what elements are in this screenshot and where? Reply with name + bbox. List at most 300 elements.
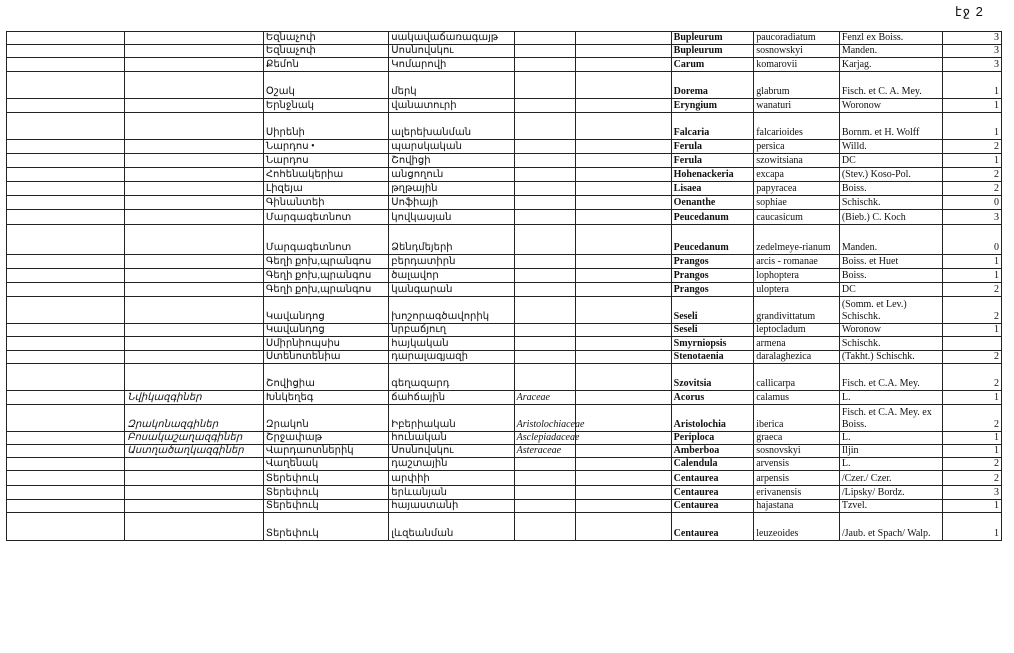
category-cell: 1 (942, 99, 1001, 113)
family-latin-cell (514, 168, 575, 182)
author-cell: /Jaub. et Spach/ Walp. (839, 513, 942, 541)
species-armenian-cell: արփիի (389, 471, 514, 486)
genus-armenian-cell: Գեղի քոխ,պրանգոս (263, 269, 388, 283)
author-cell: Boiss. et Huet (839, 255, 942, 269)
author-cell: Manden. (839, 225, 942, 255)
table-row (7, 72, 1002, 99)
blank-cell (575, 351, 671, 364)
genus-armenian-cell: Խնկեղեգ (263, 391, 388, 405)
genus-latin-cell: Szovitsia (671, 364, 754, 391)
family-latin-cell (514, 351, 575, 364)
genus-armenian-cell: Հոհենակերիա (263, 168, 388, 182)
genus-armenian-cell: Գեղի քոխ,պրանգոս (263, 283, 388, 297)
author-cell: Bornm. et H. Wolff (839, 113, 942, 140)
table-row (7, 210, 1002, 225)
family-armenian-cell (125, 154, 264, 168)
order-cell (7, 324, 125, 337)
blank-cell (575, 486, 671, 500)
genus-armenian-cell: Վաղենակ (263, 458, 388, 471)
family-latin-cell: Aristolochiaceae (514, 405, 575, 432)
category-cell: 0 (942, 196, 1001, 210)
genus-armenian-cell: Տերեփուկ (263, 513, 388, 541)
species-latin-cell: arpensis (754, 471, 840, 486)
species-latin-cell: excapa (754, 168, 840, 182)
order-cell (7, 255, 125, 269)
family-latin-cell (514, 113, 575, 140)
genus-latin-cell: Prangos (671, 269, 754, 283)
blank-cell (575, 269, 671, 283)
genus-armenian-cell: Շրջափաթ (263, 432, 388, 445)
species-latin-cell: paucoradiatum (754, 32, 840, 45)
genus-latin-cell: Amberboa (671, 445, 754, 458)
genus-latin-cell: Centaurea (671, 471, 754, 486)
table-row (7, 113, 1002, 140)
family-latin-cell (514, 210, 575, 225)
table-row (7, 255, 1002, 269)
species-latin-cell: caucasicum (754, 210, 840, 225)
family-armenian-cell (125, 210, 264, 225)
family-latin-cell (514, 458, 575, 471)
genus-latin-cell: Stenotaenia (671, 351, 754, 364)
species-armenian-cell: Ձենդմեյերի (389, 225, 514, 255)
species-armenian-cell: նրբաճյուղ (389, 324, 514, 337)
author-cell: (Takht.) Schischk. (839, 351, 942, 364)
blank-cell (575, 500, 671, 513)
species-latin-cell: daralaghezica (754, 351, 840, 364)
genus-armenian-cell: Երնջնակ (263, 99, 388, 113)
author-cell: Boiss. (839, 269, 942, 283)
family-latin-cell (514, 99, 575, 113)
order-cell (7, 391, 125, 405)
genus-armenian-cell: Լիզեյա (263, 182, 388, 196)
genus-latin-cell: Aristolochia (671, 405, 754, 432)
species-armenian-cell: խոշորագծավորիկ (389, 297, 514, 324)
family-armenian-cell (125, 182, 264, 196)
species-latin-cell: zedelmeye-rianum (754, 225, 840, 255)
genus-latin-cell: Lisaea (671, 182, 754, 196)
author-cell: Fisch. et C. A. Mey. (839, 72, 942, 99)
blank-cell (575, 283, 671, 297)
species-latin-cell: szowitsiana (754, 154, 840, 168)
author-cell: Willd. (839, 140, 942, 154)
order-cell (7, 196, 125, 210)
category-cell: 1 (942, 513, 1001, 541)
order-cell (7, 337, 125, 351)
genus-latin-cell: Oenanthe (671, 196, 754, 210)
family-armenian-cell (125, 99, 264, 113)
family-latin-cell (514, 324, 575, 337)
author-cell: Woronow (839, 99, 942, 113)
category-cell: 2 (942, 471, 1001, 486)
family-latin-cell (514, 72, 575, 99)
table-row (7, 297, 1002, 324)
author-cell: /Lipsky/ Bordz. (839, 486, 942, 500)
genus-armenian-cell: Եզնաչոփ (263, 32, 388, 45)
table-row (7, 324, 1002, 337)
author-cell: Fisch. et C.A. Mey. (839, 364, 942, 391)
genus-armenian-cell: Կավանդոց (263, 324, 388, 337)
table-row (7, 182, 1002, 196)
species-armenian-cell: կանգարան (389, 283, 514, 297)
table-row (7, 432, 1002, 445)
genus-armenian-cell: Կավանդոց (263, 297, 388, 324)
genus-latin-cell: Peucedanum (671, 210, 754, 225)
table-body (7, 32, 1002, 541)
category-cell: 2 (942, 297, 1001, 324)
genus-latin-cell: Calendula (671, 458, 754, 471)
genus-armenian-cell: Վարդաոտներիկ (263, 445, 388, 458)
category-cell: 0 (942, 225, 1001, 255)
author-cell: Tzvel. (839, 500, 942, 513)
family-armenian-cell (125, 168, 264, 182)
family-armenian-cell: Բոսակաշաղազգիներ (125, 432, 264, 445)
order-cell (7, 458, 125, 471)
family-armenian-cell: Զրակոնազգիներ (125, 405, 264, 432)
order-cell (7, 210, 125, 225)
family-latin-cell (514, 269, 575, 283)
blank-cell (575, 99, 671, 113)
author-cell: Fenzl ex Boiss. (839, 32, 942, 45)
genus-latin-cell: Seseli (671, 324, 754, 337)
category-cell: 1 (942, 113, 1001, 140)
category-cell: 2 (942, 351, 1001, 364)
blank-cell (575, 58, 671, 72)
category-cell: 2 (942, 182, 1001, 196)
species-armenian-cell: դաշտային (389, 458, 514, 471)
family-latin-cell (514, 337, 575, 351)
genus-latin-cell: Prangos (671, 255, 754, 269)
family-armenian-cell (125, 269, 264, 283)
species-armenian-cell: ալերեխանման (389, 113, 514, 140)
species-latin-cell: sosnowskyi (754, 45, 840, 58)
table-row (7, 405, 1002, 432)
author-cell: Karjag. (839, 58, 942, 72)
table-row (7, 168, 1002, 182)
family-armenian-cell (125, 225, 264, 255)
blank-cell (575, 72, 671, 99)
blank-cell (575, 32, 671, 45)
family-latin-cell (514, 486, 575, 500)
genus-armenian-cell: Եզնաչոփ (263, 45, 388, 58)
genus-armenian-cell: Տերեփուկ (263, 500, 388, 513)
family-armenian-cell (125, 283, 264, 297)
family-latin-cell (514, 45, 575, 58)
family-latin-cell (514, 364, 575, 391)
species-armenian-cell: թղթային (389, 182, 514, 196)
species-armenian-cell: հունական (389, 432, 514, 445)
species-latin-cell: calamus (754, 391, 840, 405)
species-latin-cell: sophiae (754, 196, 840, 210)
blank-cell (575, 168, 671, 182)
family-armenian-cell (125, 364, 264, 391)
family-armenian-cell (125, 471, 264, 486)
category-cell: 1 (942, 72, 1001, 99)
category-cell: 2 (942, 283, 1001, 297)
family-armenian-cell (125, 32, 264, 45)
table-row (7, 140, 1002, 154)
genus-armenian-cell: Մարգագետնոտ (263, 210, 388, 225)
category-cell: 1 (942, 500, 1001, 513)
category-cell: 1 (942, 154, 1001, 168)
genus-armenian-cell: Սմիրնիոպսիս (263, 337, 388, 351)
species-latin-cell: lophoptera (754, 269, 840, 283)
table-row (7, 337, 1002, 351)
species-armenian-cell: Իբերիական (389, 405, 514, 432)
table-row (7, 445, 1002, 458)
family-latin-cell: Araceae (514, 391, 575, 405)
author-cell: L. (839, 432, 942, 445)
species-latin-cell: papyracea (754, 182, 840, 196)
family-armenian-cell (125, 337, 264, 351)
table-row (7, 58, 1002, 72)
species-armenian-cell: Սոֆիայի (389, 196, 514, 210)
family-armenian-cell (125, 351, 264, 364)
species-armenian-cell: դարալագյազի (389, 351, 514, 364)
species-armenian-cell: մերկ (389, 72, 514, 99)
species-latin-cell: graeca (754, 432, 840, 445)
category-cell: 1 (942, 324, 1001, 337)
category-cell: 2 (942, 168, 1001, 182)
genus-armenian-cell: Մարգագետնոտ (263, 225, 388, 255)
species-armenian-cell: Սոսնովսկու (389, 45, 514, 58)
author-cell: DC (839, 283, 942, 297)
author-cell: Fisch. et C.A. Mey. ex Boiss. (839, 405, 942, 432)
species-armenian-cell: հայկական (389, 337, 514, 351)
genus-latin-cell: Ferula (671, 154, 754, 168)
order-cell (7, 58, 125, 72)
blank-cell (575, 154, 671, 168)
table-row (7, 458, 1002, 471)
family-armenian-cell (125, 458, 264, 471)
genus-armenian-cell: Տերեփուկ (263, 486, 388, 500)
author-cell: L. (839, 391, 942, 405)
order-cell (7, 297, 125, 324)
species-latin-cell: arvensis (754, 458, 840, 471)
species-table (6, 31, 1002, 541)
genus-armenian-cell: Տերեփուկ (263, 471, 388, 486)
order-cell (7, 32, 125, 45)
genus-armenian-cell: Շովիցիա (263, 364, 388, 391)
category-cell: 3 (942, 45, 1001, 58)
genus-armenian-cell: Գինանտեի (263, 196, 388, 210)
species-latin-cell: persica (754, 140, 840, 154)
category-cell: 3 (942, 486, 1001, 500)
blank-cell (575, 445, 671, 458)
blank-cell (575, 364, 671, 391)
table-row (7, 283, 1002, 297)
blank-cell (575, 513, 671, 541)
family-latin-cell (514, 297, 575, 324)
author-cell: Boiss. (839, 182, 942, 196)
family-armenian-cell: Աստղածաղկազգիներ (125, 445, 264, 458)
table-row (7, 154, 1002, 168)
species-armenian-cell: բերդատիրն (389, 255, 514, 269)
author-cell: (Bieb.) C. Koch (839, 210, 942, 225)
genus-latin-cell: Eryngium (671, 99, 754, 113)
category-cell: 2 (942, 405, 1001, 432)
species-latin-cell: armena (754, 337, 840, 351)
category-cell: 1 (942, 269, 1001, 283)
species-latin-cell: callicarpa (754, 364, 840, 391)
family-latin-cell (514, 32, 575, 45)
species-armenian-cell: երևանյան (389, 486, 514, 500)
author-cell: Woronow (839, 324, 942, 337)
genus-armenian-cell: Նարդոս (263, 154, 388, 168)
genus-armenian-cell: Նարդոս • (263, 140, 388, 154)
author-cell: /Czer./ Czer. (839, 471, 942, 486)
genus-latin-cell: Carum (671, 58, 754, 72)
order-cell (7, 154, 125, 168)
author-cell: Iljin (839, 445, 942, 458)
family-armenian-cell (125, 255, 264, 269)
order-cell (7, 486, 125, 500)
family-armenian-cell (125, 113, 264, 140)
order-cell (7, 445, 125, 458)
genus-armenian-cell: Ստենոտենիա (263, 351, 388, 364)
category-cell: 1 (942, 432, 1001, 445)
species-latin-cell: leuzeoides (754, 513, 840, 541)
family-latin-cell (514, 154, 575, 168)
order-cell (7, 113, 125, 140)
category-cell: 2 (942, 140, 1001, 154)
species-armenian-cell: գեղազարդ (389, 364, 514, 391)
table-row (7, 391, 1002, 405)
genus-latin-cell: Dorema (671, 72, 754, 99)
genus-latin-cell: Peucedanum (671, 225, 754, 255)
blank-cell (575, 255, 671, 269)
blank-cell (575, 405, 671, 432)
table-row (7, 364, 1002, 391)
species-latin-cell: hajastana (754, 500, 840, 513)
order-cell (7, 225, 125, 255)
table-row (7, 351, 1002, 364)
family-armenian-cell (125, 324, 264, 337)
author-cell: Schischk. (839, 337, 942, 351)
order-cell (7, 72, 125, 99)
species-latin-cell: wanaturi (754, 99, 840, 113)
table-row (7, 225, 1002, 255)
category-cell: 2 (942, 364, 1001, 391)
species-latin-cell: uloptera (754, 283, 840, 297)
order-cell (7, 140, 125, 154)
family-armenian-cell (125, 500, 264, 513)
order-cell (7, 500, 125, 513)
order-cell (7, 269, 125, 283)
family-latin-cell: Asteraceae (514, 445, 575, 458)
species-armenian-cell: ծալավոր (389, 269, 514, 283)
blank-cell (575, 391, 671, 405)
table-row (7, 471, 1002, 486)
order-cell (7, 283, 125, 297)
order-cell (7, 513, 125, 541)
category-cell: 1 (942, 445, 1001, 458)
family-latin-cell (514, 471, 575, 486)
order-cell (7, 364, 125, 391)
species-armenian-cell: հայաստանի (389, 500, 514, 513)
author-cell: (Somm. et Lev.) Schischk. (839, 297, 942, 324)
blank-cell (575, 45, 671, 58)
blank-cell (575, 324, 671, 337)
blank-cell (575, 297, 671, 324)
genus-armenian-cell: Զրակոն (263, 405, 388, 432)
author-cell: DC (839, 154, 942, 168)
species-armenian-cell: կովկասյան (389, 210, 514, 225)
order-cell (7, 99, 125, 113)
order-cell (7, 45, 125, 58)
author-cell: Schischk. (839, 196, 942, 210)
species-latin-cell: sosnovskyi (754, 445, 840, 458)
species-armenian-cell: սակավաճառագայթ (389, 32, 514, 45)
category-cell: 3 (942, 210, 1001, 225)
table-row (7, 196, 1002, 210)
family-armenian-cell (125, 486, 264, 500)
family-armenian-cell (125, 196, 264, 210)
category-cell: 1 (942, 391, 1001, 405)
family-armenian-cell (125, 513, 264, 541)
genus-armenian-cell: Գեղի քոխ,պրանգոս (263, 255, 388, 269)
species-armenian-cell: Կոմարովի (389, 58, 514, 72)
species-armenian-cell: ճահճային (389, 391, 514, 405)
family-armenian-cell (125, 72, 264, 99)
species-armenian-cell: Շովիցի (389, 154, 514, 168)
genus-latin-cell: Smyrniopsis (671, 337, 754, 351)
table-row (7, 513, 1002, 541)
blank-cell (575, 432, 671, 445)
page-number: էջ 2 (955, 4, 984, 19)
blank-cell (575, 225, 671, 255)
genus-latin-cell: Seseli (671, 297, 754, 324)
family-armenian-cell: Նվիկազգիներ (125, 391, 264, 405)
blank-cell (575, 140, 671, 154)
genus-latin-cell: Hohenackeria (671, 168, 754, 182)
family-latin-cell (514, 140, 575, 154)
species-armenian-cell: Սոսնովսկու (389, 445, 514, 458)
genus-armenian-cell: Քեմոն (263, 58, 388, 72)
category-cell: 3 (942, 32, 1001, 45)
genus-latin-cell: Ferula (671, 140, 754, 154)
family-latin-cell (514, 500, 575, 513)
species-armenian-cell: լևզեանման (389, 513, 514, 541)
table-row (7, 269, 1002, 283)
species-latin-cell: komarovii (754, 58, 840, 72)
family-latin-cell (514, 283, 575, 297)
category-cell: 3 (942, 58, 1001, 72)
family-latin-cell (514, 255, 575, 269)
table-row (7, 486, 1002, 500)
species-armenian-cell: վանատուրի (389, 99, 514, 113)
family-armenian-cell (125, 45, 264, 58)
category-cell: 2 (942, 458, 1001, 471)
genus-latin-cell: Centaurea (671, 513, 754, 541)
species-latin-cell: erivanensis (754, 486, 840, 500)
species-armenian-cell: անցողուն (389, 168, 514, 182)
order-cell (7, 351, 125, 364)
family-armenian-cell (125, 58, 264, 72)
genus-latin-cell: Periploca (671, 432, 754, 445)
table-row (7, 45, 1002, 58)
family-latin-cell (514, 182, 575, 196)
family-latin-cell (514, 225, 575, 255)
category-cell (942, 337, 1001, 351)
order-cell (7, 405, 125, 432)
species-latin-cell: arcis - romanae (754, 255, 840, 269)
blank-cell (575, 458, 671, 471)
species-latin-cell: leptocladum (754, 324, 840, 337)
blank-cell (575, 196, 671, 210)
genus-latin-cell: Acorus (671, 391, 754, 405)
genus-armenian-cell: Օշակ (263, 72, 388, 99)
author-cell: L. (839, 458, 942, 471)
